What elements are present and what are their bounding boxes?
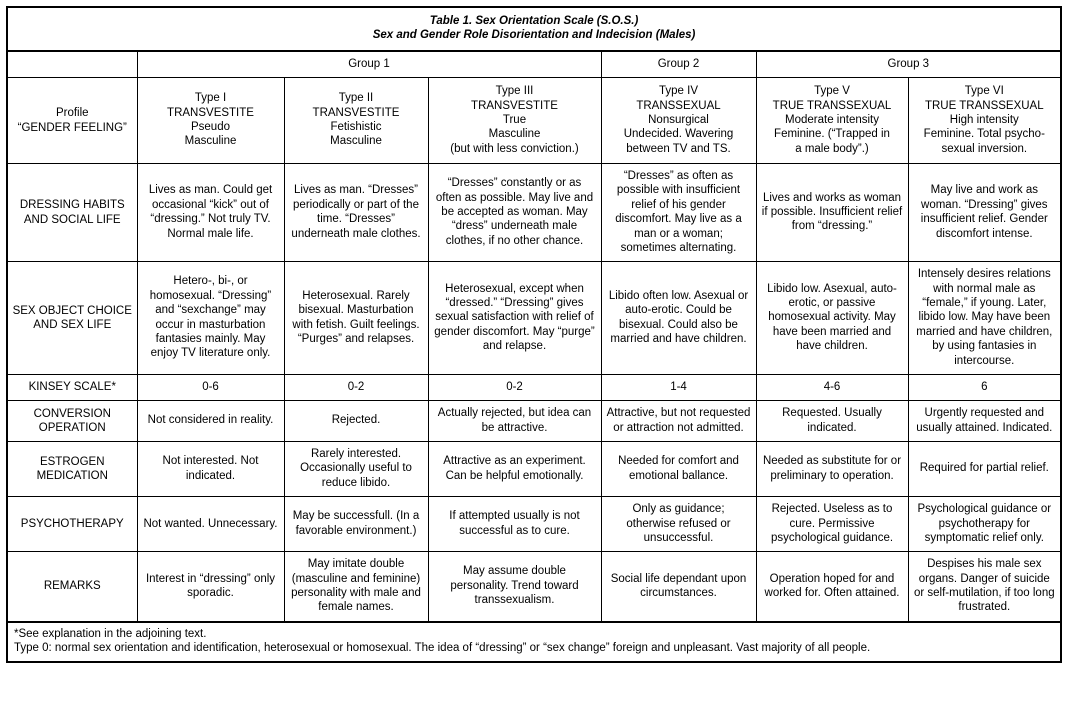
cell-kinsey-type3: 0-2 — [428, 374, 601, 400]
type-6-category: TRUE TRANSSEXUAL — [924, 99, 1044, 112]
cell-kinsey-type2: 0-2 — [284, 374, 428, 400]
table-title — [7, 7, 1061, 51]
table-row — [7, 374, 1061, 400]
type-1-gender-feeling: Masculine — [184, 135, 237, 148]
type-column-6 — [908, 78, 1061, 164]
cell-remarks-type4: Social life dependant upon circumstances. — [601, 552, 756, 622]
cell-estrogen-type4: Needed for comfort and emotional ballance. — [601, 442, 756, 497]
type-column-3 — [428, 78, 601, 164]
cell-remarks-type2: May imitate double (masculine and feminine) personality with male and female names. — [284, 552, 428, 622]
type-5-gender-feeling-2: a male body”.) — [795, 142, 869, 155]
type-4-gender-feeling: Undecided. Wavering — [623, 128, 734, 141]
type-3-name: Type III — [495, 85, 534, 98]
type-2-name: Type II — [338, 92, 374, 105]
cell-estrogen-type6: Required for partial relief. — [908, 442, 1061, 497]
cell-conversion-type2: Rejected. — [284, 401, 428, 442]
cell-remarks-type6: Despises his male sex organs. Danger of suicide or self-mutilation, if too long frustrated. — [908, 552, 1061, 622]
type-header-row — [7, 78, 1061, 164]
type-4-name: Type IV — [659, 85, 698, 98]
cell-conversion-type1: Not considered in reality. — [137, 401, 284, 442]
cell-sexobject-type4: Libido often low. Asexual or auto-erotic. Could be bisexual. Could also be married and have children. — [601, 262, 756, 375]
footnote-line1: *See explanation in the adjoining text. — [14, 627, 207, 640]
cell-psychotherapy-type3: If attempted usually is not successful as to cure. — [428, 497, 601, 552]
cell-remarks-type5: Operation hoped for and worked for. Often attained. — [756, 552, 908, 622]
cell-remarks-type1: Interest in “dressing” only sporadic. — [137, 552, 284, 622]
cell-kinsey-type6: 6 — [908, 374, 1061, 400]
cell-kinsey-type4: 1-4 — [601, 374, 756, 400]
type-2-subtype: Fetishistic — [330, 121, 382, 134]
row-label-conversion-operation: CONVERSION OPERATION — [7, 401, 137, 442]
footnote-line2: Type 0: normal sex orientation and identification, heterosexual or homosexual. The idea of “dressing” or “sex change” foreign and unpleasant. Vast majority of all people. — [14, 642, 871, 655]
profile-header-line1: Profile — [55, 107, 89, 120]
type-5-gender-feeling: Feminine. (“Trapped in — [774, 128, 890, 141]
type-1-name: Type I — [194, 92, 227, 105]
cell-conversion-type6: Urgently requested and usually attained. Indicated. — [908, 401, 1061, 442]
cell-conversion-type3: Actually rejected, but idea can be attractive. — [428, 401, 601, 442]
row-label-kinsey-scale: KINSEY SCALE* — [7, 374, 137, 400]
cell-estrogen-type5: Needed as substitute for or preliminary to operation. — [756, 442, 908, 497]
cell-conversion-type4: Attractive, but not requested or attraction not admitted. — [601, 401, 756, 442]
cell-sexobject-type6: Intensely desires relations with normal male as “female,” if young. Later, libido low. May have been married and have children, by using fantasies in intercourse. — [908, 262, 1061, 375]
cell-sexobject-type1: Hetero-, bi-, or homosexual. “Dressing” and “sexchange” may occur in masturbation fantasies mainly. May enjoy TV literature only. — [137, 262, 284, 375]
cell-conversion-type5: Requested. Usually indicated. — [756, 401, 908, 442]
type-5-category: TRUE TRANSSEXUAL — [772, 99, 892, 112]
type-1-subtype: Pseudo — [190, 121, 230, 134]
cell-dressing-type6: May live and work as woman. “Dressing” gives insufficient relief. Gender discomfort intense. — [908, 164, 1061, 262]
cell-psychotherapy-type5: Rejected. Useless as to cure. Permissive psychological guidance. — [756, 497, 908, 552]
type-column-2 — [284, 78, 428, 164]
cell-psychotherapy-type6: Psychological guidance or psychotherapy for symptomatic relief only. — [908, 497, 1061, 552]
cell-sexobject-type5: Libido low. Asexual, auto-erotic, or passive homosexual activity. May have been married and have children. — [756, 262, 908, 375]
type-4-category: TRANSSEXUAL — [636, 99, 721, 112]
table-row — [7, 401, 1061, 442]
footnote-row — [7, 622, 1061, 662]
cell-remarks-type3: May assume double personality. Trend toward transsexualism. — [428, 552, 601, 622]
group-header-2: Group 2 — [601, 51, 756, 78]
cell-estrogen-type2: Rarely interested. Occasionally useful to reduce libido. — [284, 442, 428, 497]
row-label-estrogen-medication: ESTROGEN MEDICATION — [7, 442, 137, 497]
sos-table — [6, 6, 1062, 663]
type-column-4 — [601, 78, 756, 164]
cell-dressing-type3: “Dresses” constantly or as often as possible. May live and be accepted as woman. May “dress” underneath male clothes, if no other chance. — [428, 164, 601, 262]
group-header-1: Group 1 — [137, 51, 601, 78]
type-column-5 — [756, 78, 908, 164]
type-4-gender-feeling-2: between TV and TS. — [626, 142, 731, 155]
type-6-gender-feeling-2: sexual inversion. — [941, 142, 1028, 155]
table-row — [7, 164, 1061, 262]
type-3-category: TRANSVESTITE — [471, 99, 558, 112]
group-header-row — [7, 51, 1061, 78]
table-row — [7, 552, 1061, 622]
profile-header — [7, 78, 137, 164]
table-row — [7, 497, 1061, 552]
cell-psychotherapy-type4: Only as guidance; otherwise refused or unsuccessful. — [601, 497, 756, 552]
cell-kinsey-type5: 4-6 — [756, 374, 908, 400]
profile-header-line2: “GENDER FEELING” — [17, 121, 127, 134]
cell-dressing-type2: Lives as man. “Dresses” periodically or part of the time. “Dresses” underneath male clothes. — [284, 164, 428, 262]
row-label-psychotherapy: PSYCHOTHERAPY — [7, 497, 137, 552]
table-title-row — [7, 7, 1061, 51]
table-row — [7, 442, 1061, 497]
row-label-remarks: REMARKS — [7, 552, 137, 622]
cell-sexobject-type2: Heterosexual. Rarely bisexual. Masturbation with fetish. Guilt feelings. “Purges” and relapses. — [284, 262, 428, 375]
table-row — [7, 262, 1061, 375]
table-title-line1: Table 1. Sex Orientation Scale (S.O.S.) — [429, 15, 639, 27]
cell-dressing-type1: Lives as man. Could get occasional “kick” out of “dressing.” Not truly TV. Normal male life. — [137, 164, 284, 262]
type-column-1 — [137, 78, 284, 164]
group-header-blank — [7, 51, 137, 78]
type-6-gender-feeling: Feminine. Total psycho- — [923, 128, 1045, 141]
type-6-subtype: High intensity — [949, 113, 1019, 126]
type-4-subtype: Nonsurgical — [648, 113, 709, 126]
type-6-name: Type VI — [964, 85, 1004, 98]
row-label-sex-object-choice: SEX OBJECT CHOICE AND SEX LIFE — [7, 262, 137, 375]
cell-kinsey-type1: 0-6 — [137, 374, 284, 400]
cell-psychotherapy-type2: May be successfull. (In a favorable environment.) — [284, 497, 428, 552]
type-3-subtype: True — [502, 113, 527, 126]
type-5-name: Type V — [814, 85, 850, 98]
cell-dressing-type5: Lives and works as woman if possible. Insufficient relief from “dressing.” — [756, 164, 908, 262]
table-title-line2: Sex and Gender Role Disorientation and Indecision (Males) — [372, 29, 696, 42]
type-3-gender-feeling-2: (but with less conviction.) — [450, 142, 579, 155]
type-2-gender-feeling: Masculine — [330, 135, 382, 148]
footnote — [7, 622, 1061, 662]
type-3-gender-feeling: Masculine — [488, 128, 541, 141]
type-1-category: TRANSVESTITE — [167, 106, 254, 119]
cell-estrogen-type1: Not interested. Not indicated. — [137, 442, 284, 497]
group-header-3: Group 3 — [756, 51, 1061, 78]
cell-sexobject-type3: Heterosexual, except when “dressed.” “Dressing” gives sexual satisfaction with relief of gender discomfort. May “purge” and relapse. — [428, 262, 601, 375]
type-2-category: TRANSVESTITE — [312, 106, 400, 119]
type-5-subtype: Moderate intensity — [785, 113, 879, 126]
row-label-dressing-habits: DRESSING HABITS AND SOCIAL LIFE — [7, 164, 137, 262]
cell-estrogen-type3: Attractive as an experiment. Can be helpful emotionally. — [428, 442, 601, 497]
cell-dressing-type4: “Dresses” as often as possible with insufficient relief of his gender discomfort. May live as a man or a woman; sometimes alternating. — [601, 164, 756, 262]
cell-psychotherapy-type1: Not wanted. Unnecessary. — [137, 497, 284, 552]
